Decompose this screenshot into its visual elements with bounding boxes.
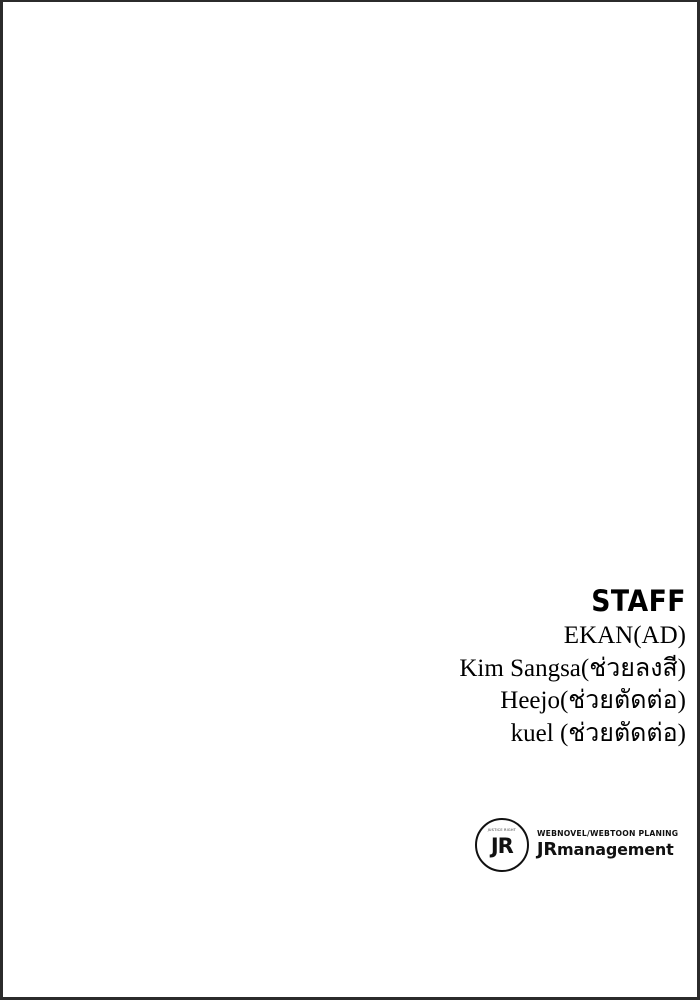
staff-credit-line: EKAN(AD) xyxy=(563,622,686,650)
page-border-left xyxy=(0,0,3,1000)
staff-heading: STAFF xyxy=(591,584,686,618)
page-border-top xyxy=(0,0,700,2)
staff-credits-block xyxy=(266,586,686,750)
publisher-tagline: WEBNOVEL/WEBTOON PLANING xyxy=(536,828,679,838)
staff-credit-line: Heejo(ช่วยตัดต่อ) xyxy=(500,687,686,715)
publisher-name-prefix: JR xyxy=(536,839,558,861)
publisher-name-suffix: management xyxy=(557,840,674,860)
staff-credit-line: kuel (ช่วยตัดต่อ) xyxy=(510,719,686,747)
publisher-logo xyxy=(475,818,684,872)
staff-credit-line: Kim Sangsa(ช่วยลงสี) xyxy=(459,654,686,682)
publisher-name xyxy=(537,841,684,860)
publisher-logo-text xyxy=(537,830,684,860)
jr-logo-micro-text: JUSTICE RIGHT xyxy=(487,828,516,832)
jr-logo-monogram: JR xyxy=(490,833,513,858)
jr-circle-logo-icon xyxy=(475,818,529,872)
